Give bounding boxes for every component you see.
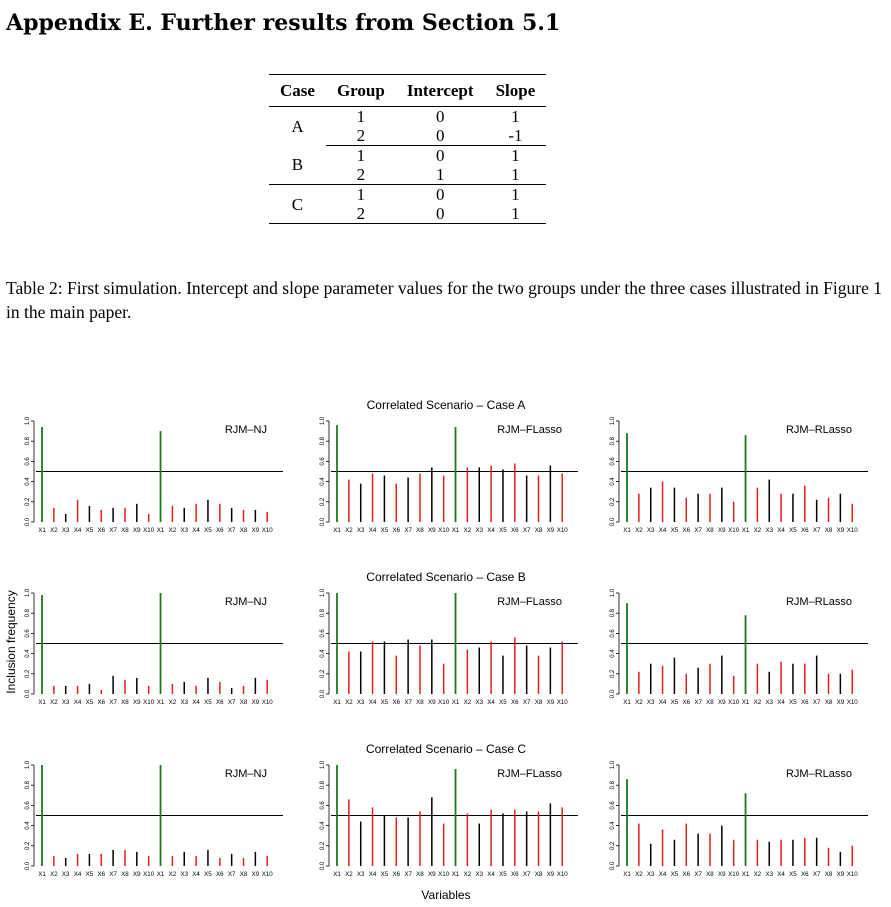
x-tick-label: X7 bbox=[694, 527, 702, 534]
row-title-case-c: Correlated Scenario – Case C bbox=[365, 742, 527, 756]
x-tick-label: X2 bbox=[463, 699, 472, 706]
x-tick-label: X10 bbox=[261, 871, 273, 878]
y-tick-label: 0.8 bbox=[25, 437, 31, 446]
x-tick-label: X6 bbox=[97, 527, 106, 534]
x-tick-label: X9 bbox=[718, 527, 726, 534]
x-tick-label: X6 bbox=[682, 871, 691, 878]
x-tick-label: X2 bbox=[168, 871, 177, 878]
x-tick-label: X10 bbox=[438, 527, 450, 534]
y-tick-label: 1.0 bbox=[610, 588, 616, 598]
x-tick-label: X10 bbox=[728, 871, 740, 878]
intercept-cell: 0 bbox=[435, 185, 445, 204]
x-tick-label: X10 bbox=[846, 699, 858, 706]
y-tick-label: 0.0 bbox=[610, 861, 616, 871]
y-tick-label: 0.4 bbox=[25, 649, 31, 658]
y-tick-label: 0.6 bbox=[25, 801, 31, 810]
x-tick-label: X9 bbox=[251, 699, 260, 706]
x-tick-label: X2 bbox=[753, 871, 762, 878]
x-tick-label: X5 bbox=[499, 527, 507, 534]
y-tick-label: 0.2 bbox=[25, 841, 31, 850]
intercept-cell: 0 bbox=[396, 204, 485, 224]
x-tick-label: X3 bbox=[765, 871, 774, 878]
header-group: Group bbox=[326, 75, 396, 107]
y-tick-label: 0.6 bbox=[320, 801, 326, 810]
x-tick-label: X7 bbox=[522, 527, 531, 534]
x-tick-label: X10 bbox=[143, 527, 155, 534]
x-tick-label: X7 bbox=[812, 871, 821, 878]
intercept-cell: 0 bbox=[435, 107, 445, 126]
x-tick-label: X7 bbox=[227, 699, 236, 706]
y-tick-label: 0.2 bbox=[320, 669, 326, 678]
y-tick-label: 1.0 bbox=[25, 588, 31, 598]
x-tick-label: X5 bbox=[204, 871, 212, 878]
x-tick-label: X9 bbox=[836, 871, 845, 878]
slope-cell: 1 bbox=[485, 204, 547, 224]
x-tick-label: X2 bbox=[345, 871, 353, 878]
y-tick-label: 1.0 bbox=[320, 760, 326, 770]
header-case: Case bbox=[269, 75, 326, 107]
x-tick-label: X5 bbox=[789, 527, 797, 534]
x-tick-label: X6 bbox=[216, 871, 224, 878]
x-tick-label: X10 bbox=[143, 871, 155, 878]
x-tick-label: X8 bbox=[534, 527, 543, 534]
x-tick-label: X4 bbox=[73, 871, 82, 878]
x-tick-label: X9 bbox=[251, 527, 260, 534]
x-tick-label: X2 bbox=[50, 527, 58, 534]
x-tick-label: X1 bbox=[623, 527, 631, 534]
x-tick-label: X8 bbox=[121, 527, 129, 534]
x-tick-label: X7 bbox=[404, 699, 412, 706]
x-tick-label: X8 bbox=[706, 527, 714, 534]
case-cell: B bbox=[269, 146, 326, 185]
x-tick-label: X6 bbox=[97, 699, 106, 706]
x-tick-label: X9 bbox=[718, 699, 726, 706]
x-tick-label: X5 bbox=[204, 527, 212, 534]
x-tick-label: X4 bbox=[192, 871, 200, 878]
x-tick-label: X6 bbox=[511, 699, 519, 706]
x-tick-label: X6 bbox=[801, 527, 809, 534]
x-tick-label: X7 bbox=[404, 527, 412, 534]
row-title-case-a: Correlated Scenario – Case A bbox=[366, 398, 526, 412]
x-tick-label: X9 bbox=[718, 871, 726, 878]
y-tick-label: 0.4 bbox=[610, 821, 616, 830]
x-tick-label: X4 bbox=[487, 527, 495, 534]
slope-cell: -1 bbox=[485, 126, 547, 146]
x-tick-label: X4 bbox=[192, 527, 200, 534]
x-tick-label: X8 bbox=[121, 871, 129, 878]
x-tick-label: X2 bbox=[345, 699, 353, 706]
y-tick-label: 0.0 bbox=[25, 517, 31, 527]
y-tick-label: 0.6 bbox=[320, 629, 326, 638]
method-label: RJM–RLasso bbox=[785, 424, 852, 436]
method-label: RJM–NJ bbox=[224, 596, 267, 608]
y-tick-label: 0.6 bbox=[25, 629, 31, 638]
x-tick-label: X2 bbox=[168, 527, 177, 534]
y-tick-label: 0.6 bbox=[320, 457, 326, 466]
x-tick-label: X3 bbox=[180, 527, 189, 534]
group-cell: 1 bbox=[356, 185, 366, 204]
x-tick-label: X9 bbox=[546, 699, 555, 706]
method-label: RJM–NJ bbox=[224, 768, 267, 780]
x-tick-label: X9 bbox=[133, 699, 141, 706]
x-tick-label: X5 bbox=[789, 699, 797, 706]
y-tick-label: 0.4 bbox=[320, 477, 326, 486]
x-tick-label: X4 bbox=[368, 527, 377, 534]
group-cell: 2 bbox=[326, 204, 396, 224]
x-axis-title: Variables bbox=[421, 888, 471, 902]
group-cell: 1 bbox=[356, 107, 366, 126]
x-tick-label: X8 bbox=[416, 527, 424, 534]
x-tick-label: X2 bbox=[345, 527, 353, 534]
y-tick-label: 0.0 bbox=[320, 517, 326, 527]
group-cell: 2 bbox=[326, 165, 396, 185]
x-tick-label: X9 bbox=[133, 871, 141, 878]
y-tick-label: 0.2 bbox=[320, 841, 326, 850]
method-label: RJM–NJ bbox=[224, 424, 267, 436]
intercept-cell: 0 bbox=[396, 126, 485, 146]
x-tick-label: X4 bbox=[777, 527, 785, 534]
x-tick-label: X8 bbox=[534, 871, 543, 878]
x-tick-label: X7 bbox=[109, 871, 117, 878]
method-label: RJM–RLasso bbox=[785, 596, 852, 608]
x-tick-label: X7 bbox=[109, 527, 117, 534]
y-tick-label: 0.2 bbox=[610, 497, 616, 506]
table-header-row bbox=[269, 75, 546, 107]
x-tick-label: X5 bbox=[85, 871, 94, 878]
x-tick-label: X3 bbox=[180, 699, 189, 706]
x-tick-label: X8 bbox=[239, 527, 248, 534]
x-tick-label: X1 bbox=[38, 527, 46, 534]
x-tick-label: X6 bbox=[801, 871, 809, 878]
y-tick-label: 0.8 bbox=[610, 609, 616, 618]
x-tick-label: X8 bbox=[824, 527, 833, 534]
x-tick-label: X3 bbox=[356, 871, 365, 878]
x-tick-label: X1 bbox=[451, 527, 460, 534]
row-title-case-b: Correlated Scenario – Case B bbox=[366, 570, 526, 584]
x-tick-label: X5 bbox=[670, 699, 679, 706]
y-tick-label: 0.6 bbox=[610, 457, 616, 466]
y-tick-label: 1.0 bbox=[25, 760, 31, 770]
y-tick-label: 0.8 bbox=[25, 609, 31, 618]
x-tick-label: X2 bbox=[753, 527, 762, 534]
method-label: RJM–FLasso bbox=[497, 768, 562, 780]
x-tick-label: X5 bbox=[499, 871, 507, 878]
x-tick-label: X1 bbox=[156, 871, 165, 878]
method-label: RJM–FLasso bbox=[497, 596, 562, 608]
y-tick-label: 1.0 bbox=[25, 416, 31, 426]
y-tick-label: 0.6 bbox=[610, 801, 616, 810]
x-tick-label: X4 bbox=[73, 527, 82, 534]
y-tick-label: 0.2 bbox=[320, 497, 326, 506]
x-tick-label: X6 bbox=[392, 699, 401, 706]
x-tick-label: X3 bbox=[356, 527, 365, 534]
x-tick-label: X9 bbox=[546, 527, 555, 534]
y-tick-label: 0.0 bbox=[610, 689, 616, 699]
x-tick-label: X9 bbox=[251, 871, 260, 878]
x-tick-label: X10 bbox=[846, 871, 858, 878]
x-tick-label: X6 bbox=[801, 699, 809, 706]
x-tick-label: X6 bbox=[97, 871, 106, 878]
x-tick-label: X10 bbox=[846, 527, 858, 534]
x-tick-label: X10 bbox=[438, 699, 450, 706]
y-tick-label: 1.0 bbox=[610, 416, 616, 426]
x-tick-label: X4 bbox=[658, 871, 667, 878]
x-tick-label: X2 bbox=[635, 527, 643, 534]
x-tick-label: X2 bbox=[463, 871, 472, 878]
y-axis-title: Inclusion frequency bbox=[4, 590, 18, 694]
x-tick-label: X7 bbox=[227, 527, 236, 534]
x-tick-label: X8 bbox=[706, 871, 714, 878]
x-tick-label: X9 bbox=[428, 871, 436, 878]
x-tick-label: X10 bbox=[261, 527, 273, 534]
x-tick-label: X1 bbox=[623, 871, 631, 878]
x-tick-label: X4 bbox=[777, 699, 785, 706]
parameter-table bbox=[269, 74, 546, 224]
x-tick-label: X1 bbox=[333, 871, 341, 878]
case-cell: A bbox=[291, 116, 304, 136]
x-tick-label: X3 bbox=[765, 527, 774, 534]
y-tick-label: 0.0 bbox=[320, 861, 326, 871]
x-tick-label: X6 bbox=[216, 699, 224, 706]
case-cell: C bbox=[269, 185, 326, 224]
x-tick-label: X3 bbox=[765, 699, 774, 706]
appendix-heading: Appendix E. Further results from Section 5.1 bbox=[6, 10, 561, 36]
x-tick-label: X10 bbox=[728, 699, 740, 706]
x-tick-label: X3 bbox=[475, 871, 484, 878]
y-tick-label: 0.6 bbox=[610, 629, 616, 638]
y-tick-label: 0.4 bbox=[320, 649, 326, 658]
y-tick-label: 0.4 bbox=[610, 477, 616, 486]
y-tick-label: 0.0 bbox=[25, 689, 31, 699]
x-tick-label: X6 bbox=[511, 871, 519, 878]
y-tick-label: 1.0 bbox=[610, 760, 616, 770]
y-tick-label: 0.0 bbox=[320, 689, 326, 699]
x-tick-label: X1 bbox=[741, 527, 750, 534]
x-tick-label: X4 bbox=[487, 871, 495, 878]
x-tick-label: X6 bbox=[392, 527, 401, 534]
x-tick-label: X10 bbox=[556, 699, 568, 706]
y-tick-label: 0.0 bbox=[610, 517, 616, 527]
x-tick-label: X10 bbox=[556, 527, 568, 534]
x-tick-label: X1 bbox=[451, 871, 460, 878]
slope-cell: 1 bbox=[485, 165, 547, 185]
x-tick-label: X8 bbox=[239, 871, 248, 878]
x-tick-label: X2 bbox=[168, 699, 177, 706]
y-tick-label: 0.8 bbox=[610, 781, 616, 790]
x-tick-label: X7 bbox=[694, 871, 702, 878]
x-tick-label: X8 bbox=[706, 699, 714, 706]
x-tick-label: X7 bbox=[404, 871, 412, 878]
x-tick-label: X9 bbox=[836, 699, 845, 706]
x-tick-label: X8 bbox=[416, 699, 424, 706]
y-tick-label: 0.0 bbox=[25, 861, 31, 871]
x-tick-label: X4 bbox=[658, 527, 667, 534]
y-tick-label: 0.4 bbox=[25, 821, 31, 830]
x-tick-label: X1 bbox=[333, 527, 341, 534]
x-tick-label: X10 bbox=[143, 699, 155, 706]
x-tick-label: X5 bbox=[380, 699, 389, 706]
y-tick-label: 0.2 bbox=[610, 841, 616, 850]
x-tick-label: X5 bbox=[499, 699, 507, 706]
x-tick-label: X1 bbox=[38, 871, 46, 878]
group-cell: 1 bbox=[356, 146, 366, 165]
x-tick-label: X1 bbox=[741, 871, 750, 878]
x-tick-label: X3 bbox=[475, 527, 484, 534]
slope-cell: 1 bbox=[511, 107, 520, 126]
x-tick-label: X4 bbox=[487, 699, 495, 706]
x-tick-label: X1 bbox=[451, 699, 460, 706]
x-tick-label: X10 bbox=[728, 527, 740, 534]
x-tick-label: X9 bbox=[546, 871, 555, 878]
group-cell: 2 bbox=[326, 126, 396, 146]
x-tick-label: X1 bbox=[741, 699, 750, 706]
x-tick-label: X7 bbox=[227, 871, 236, 878]
x-tick-label: X5 bbox=[85, 699, 94, 706]
x-tick-label: X8 bbox=[824, 699, 833, 706]
x-tick-label: X3 bbox=[61, 871, 70, 878]
x-tick-label: X10 bbox=[261, 699, 273, 706]
x-tick-label: X4 bbox=[192, 699, 200, 706]
x-tick-label: X4 bbox=[658, 699, 667, 706]
x-tick-label: X6 bbox=[682, 699, 691, 706]
x-tick-label: X6 bbox=[682, 527, 691, 534]
x-tick-label: X3 bbox=[646, 527, 655, 534]
x-tick-label: X6 bbox=[392, 871, 401, 878]
x-tick-label: X2 bbox=[463, 527, 472, 534]
x-tick-label: X5 bbox=[380, 527, 389, 534]
x-tick-label: X7 bbox=[812, 527, 821, 534]
x-tick-label: X3 bbox=[475, 699, 484, 706]
x-tick-label: X2 bbox=[753, 699, 762, 706]
x-tick-label: X4 bbox=[73, 699, 82, 706]
x-tick-label: X9 bbox=[428, 699, 436, 706]
y-tick-label: 1.0 bbox=[320, 416, 326, 426]
x-tick-label: X5 bbox=[85, 527, 94, 534]
x-tick-label: X7 bbox=[109, 699, 117, 706]
table-row bbox=[269, 146, 546, 166]
x-tick-label: X8 bbox=[534, 699, 543, 706]
y-tick-label: 0.8 bbox=[25, 781, 31, 790]
y-tick-label: 0.2 bbox=[25, 669, 31, 678]
intercept-cell: 1 bbox=[396, 165, 485, 185]
x-tick-label: X10 bbox=[438, 871, 450, 878]
x-tick-label: X5 bbox=[670, 527, 679, 534]
x-tick-label: X5 bbox=[789, 871, 797, 878]
table-caption: Table 2: First simulation. Intercept and slope parameter values for the two groups under the three cases illustrated in Figure 1 in the main paper. bbox=[6, 278, 882, 322]
y-tick-label: 0.8 bbox=[610, 437, 616, 446]
x-tick-label: X4 bbox=[368, 699, 377, 706]
slope-cell: 1 bbox=[511, 185, 520, 204]
table-row bbox=[269, 107, 546, 127]
header-intercept: Intercept bbox=[396, 75, 485, 107]
x-tick-label: X1 bbox=[156, 527, 165, 534]
x-tick-label: X8 bbox=[416, 871, 424, 878]
table-row bbox=[269, 185, 546, 205]
slope-cell: 1 bbox=[511, 146, 520, 165]
x-tick-label: X8 bbox=[239, 699, 248, 706]
x-tick-label: X5 bbox=[380, 871, 389, 878]
x-tick-label: X2 bbox=[50, 871, 58, 878]
method-label: RJM–FLasso bbox=[497, 424, 562, 436]
header-slope: Slope bbox=[485, 75, 547, 107]
y-tick-label: 0.8 bbox=[320, 437, 326, 446]
x-tick-label: X3 bbox=[61, 527, 70, 534]
x-tick-label: X6 bbox=[511, 527, 519, 534]
x-tick-label: X1 bbox=[623, 699, 631, 706]
x-tick-label: X6 bbox=[216, 527, 224, 534]
x-tick-label: X10 bbox=[556, 871, 568, 878]
x-tick-label: X3 bbox=[61, 699, 70, 706]
x-tick-label: X4 bbox=[777, 871, 785, 878]
y-tick-label: 1.0 bbox=[320, 588, 326, 598]
x-tick-label: X3 bbox=[646, 871, 655, 878]
x-tick-label: X3 bbox=[356, 699, 365, 706]
x-tick-label: X5 bbox=[670, 871, 679, 878]
x-tick-label: X1 bbox=[333, 699, 341, 706]
x-tick-label: X1 bbox=[38, 699, 46, 706]
x-tick-label: X9 bbox=[836, 527, 845, 534]
intercept-cell: 0 bbox=[435, 146, 445, 165]
x-tick-label: X2 bbox=[50, 699, 58, 706]
y-tick-label: 0.6 bbox=[25, 457, 31, 466]
y-tick-label: 0.2 bbox=[25, 497, 31, 506]
x-tick-label: X8 bbox=[121, 699, 129, 706]
x-tick-label: X1 bbox=[156, 699, 165, 706]
method-label: RJM–RLasso bbox=[785, 768, 852, 780]
y-tick-label: 0.8 bbox=[320, 781, 326, 790]
x-tick-label: X7 bbox=[522, 871, 531, 878]
y-tick-label: 0.4 bbox=[25, 477, 31, 486]
inclusion-frequency-figure bbox=[0, 388, 891, 907]
x-tick-label: X2 bbox=[635, 699, 643, 706]
x-tick-label: X9 bbox=[428, 527, 436, 534]
x-tick-label: X9 bbox=[133, 527, 141, 534]
x-tick-label: X3 bbox=[646, 699, 655, 706]
y-tick-label: 0.2 bbox=[610, 669, 616, 678]
x-tick-label: X7 bbox=[694, 699, 702, 706]
x-tick-label: X2 bbox=[635, 871, 643, 878]
y-tick-label: 0.4 bbox=[320, 821, 326, 830]
x-tick-label: X7 bbox=[812, 699, 821, 706]
y-tick-label: 0.4 bbox=[610, 649, 616, 658]
y-tick-label: 0.8 bbox=[320, 609, 326, 618]
x-tick-label: X4 bbox=[368, 871, 377, 878]
x-tick-label: X8 bbox=[824, 871, 833, 878]
x-tick-label: X7 bbox=[522, 699, 531, 706]
x-tick-label: X3 bbox=[180, 871, 189, 878]
x-tick-label: X5 bbox=[204, 699, 212, 706]
